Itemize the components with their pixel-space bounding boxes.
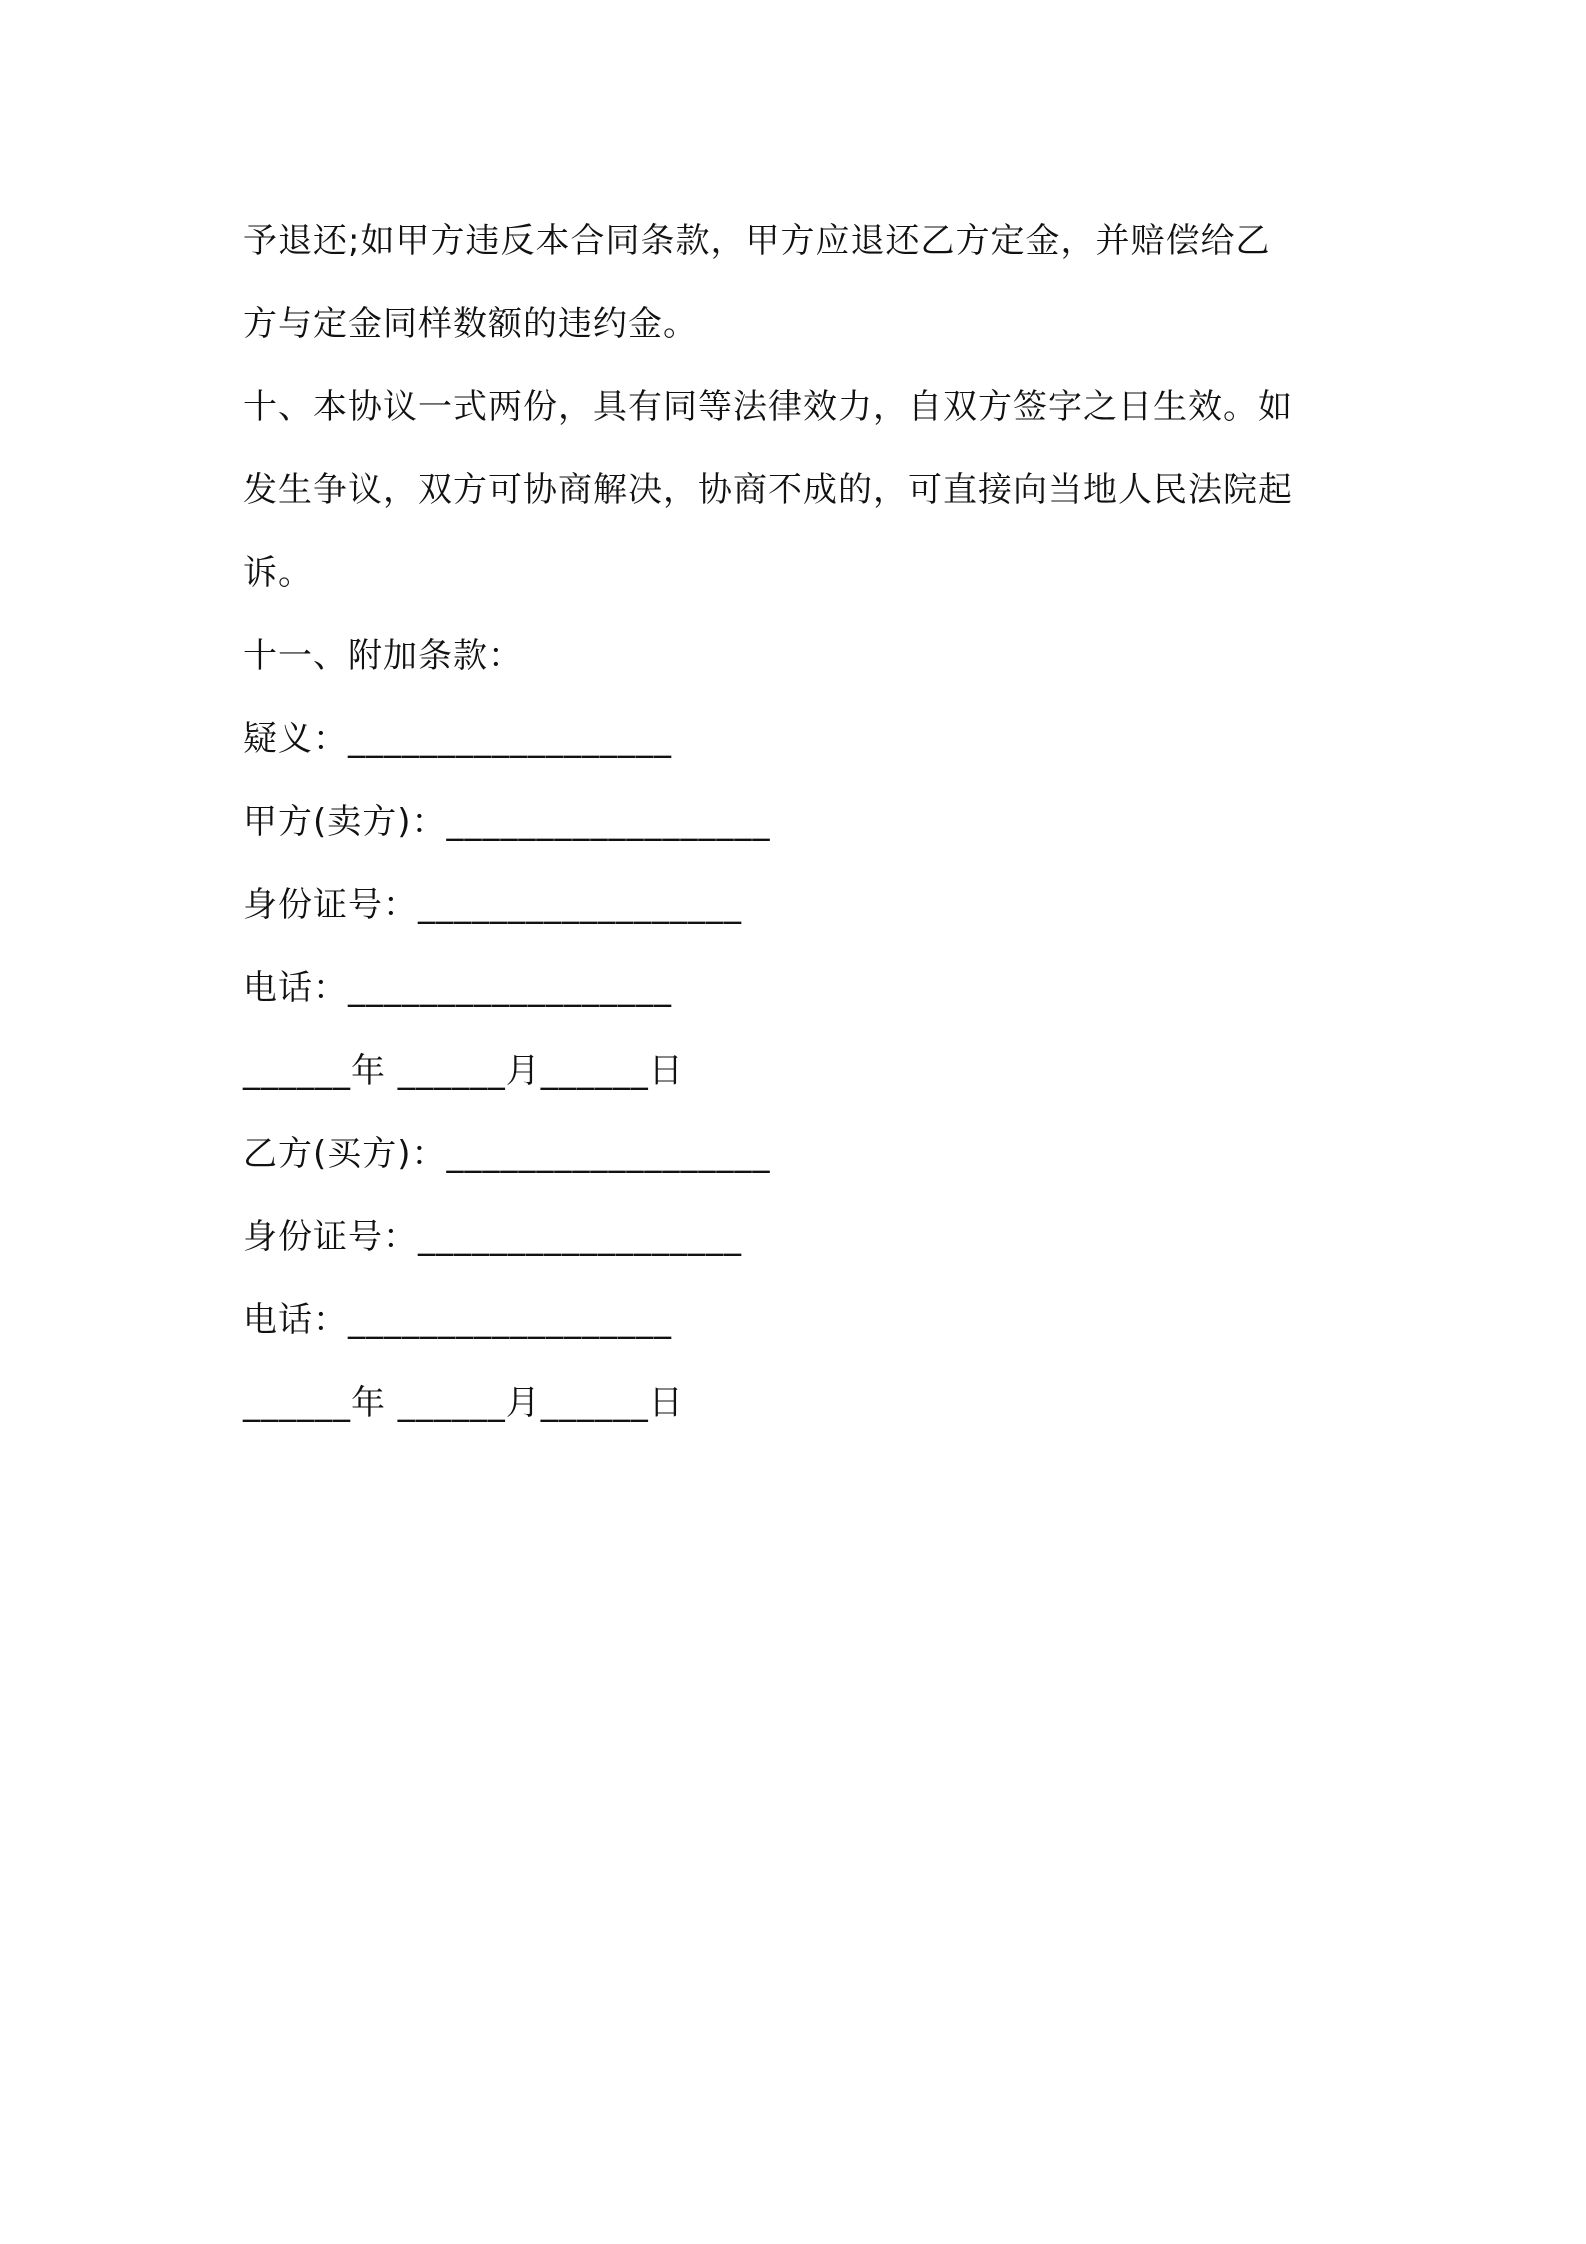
seller-field: 甲方(卖方)：__________________ bbox=[243, 802, 771, 842]
seller-phone-field: 电话：__________________ bbox=[243, 968, 672, 1008]
text-line: 十、本协议一式两份，具有同等法律效力，自双方签字之日生效。如 bbox=[243, 387, 1293, 427]
buyer-date-field: ______年 ______月______日 bbox=[243, 1383, 684, 1423]
seller-date-field: ______年 ______月______日 bbox=[243, 1051, 684, 1091]
text-line: 诉。 bbox=[243, 553, 313, 593]
text-line: 发生争议，双方可协商解决，协商不成的，可直接向当地人民法院起 bbox=[243, 470, 1293, 510]
buyer-field: 乙方(买方)：__________________ bbox=[243, 1134, 771, 1174]
document-body bbox=[243, 200, 1353, 1445]
text-line: 方与定金同样数额的违约金。 bbox=[243, 304, 698, 344]
clause-heading: 十一、附加条款： bbox=[243, 636, 523, 676]
seller-id-field: 身份证号：__________________ bbox=[243, 885, 742, 925]
buyer-phone-field: 电话：__________________ bbox=[243, 1300, 672, 1340]
objection-field: 疑义：__________________ bbox=[243, 719, 672, 759]
text-line: 予退还;如甲方违反本合同条款，甲方应退还乙方定金，并赔偿给乙 bbox=[243, 221, 1271, 261]
buyer-id-field: 身份证号：__________________ bbox=[243, 1217, 742, 1257]
